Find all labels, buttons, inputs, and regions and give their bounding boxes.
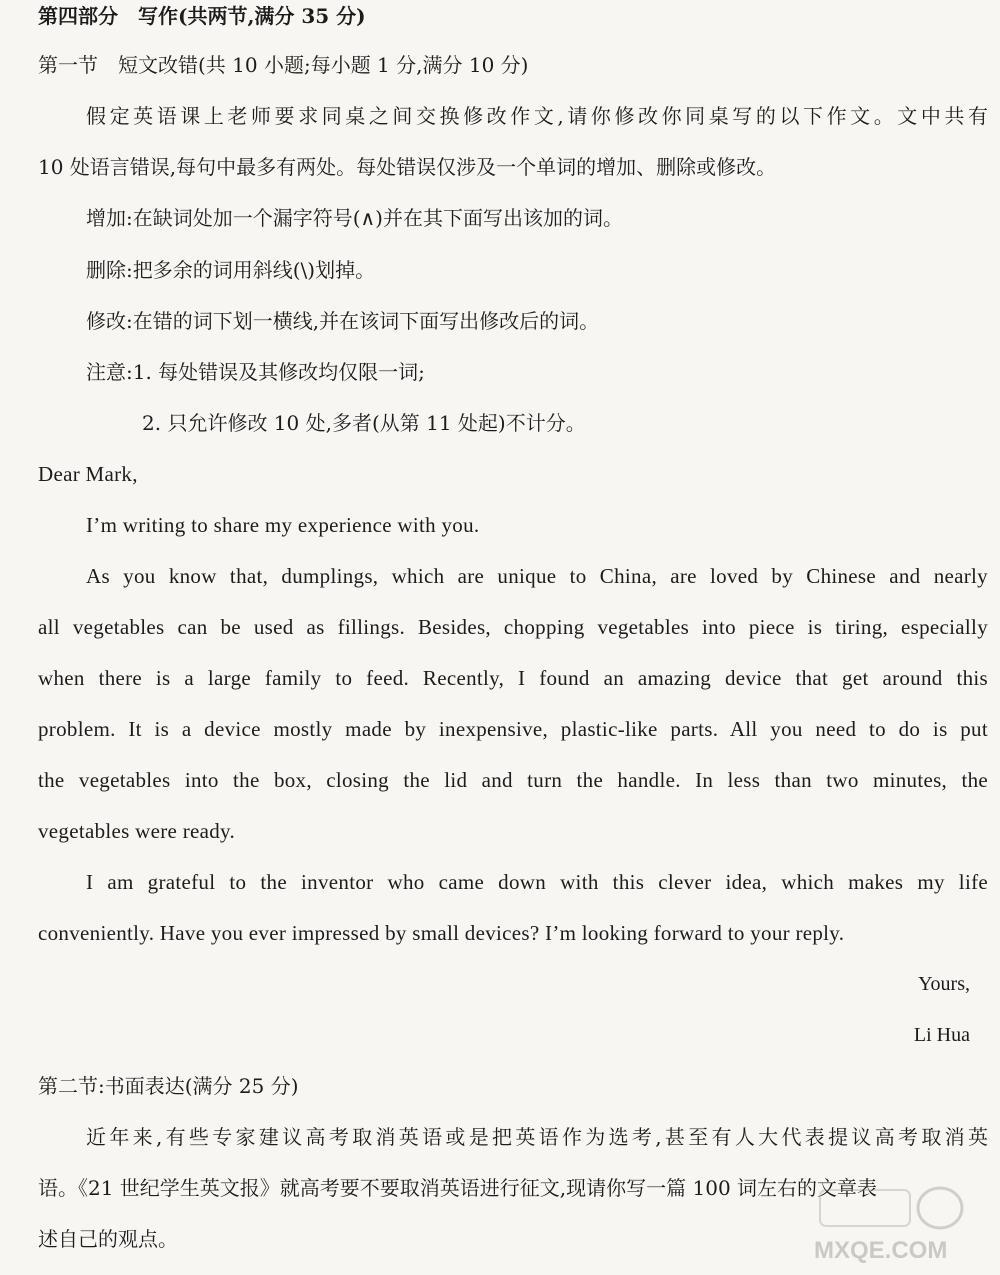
letter-signature: Li Hua [913, 1024, 970, 1046]
watermark-text: MXQE.COM [814, 1237, 948, 1264]
section1-title: 第一节 短文改错(共 10 小题;每小题 1 分,满分 10 分) [38, 53, 529, 77]
letter-closing: Yours, [918, 973, 970, 995]
letter-p2-line: problem. It is a device mostly made by inexpensive, plastic-like parts. All you need to do is put [38, 717, 988, 741]
letter-p2-line: As you know that, dumplings, which are unique to China, are loved by Chinese and nearly [86, 564, 988, 588]
letter-paragraph-1: I’m writing to share my experience with you. [86, 513, 480, 537]
letter-p3-line: conveniently. Have you ever impressed by small devices? I’m looking forward to your reply. [38, 921, 845, 945]
part4-title: 第四部分 写作(共两节,满分 35 分) [38, 4, 366, 28]
letter-p2-line: vegetables were ready. [38, 819, 236, 843]
watermark-icon [800, 1176, 970, 1266]
section2-line-2: 语。《21 世纪学生英文报》就高考要不要取消英语进行征文,现请你写一篇 100 词左右的文章表 [38, 1176, 878, 1200]
letter-p2-line: when there is a large family to feed. Recently, I found an amazing device that get around this [38, 666, 988, 690]
watermark-logo [800, 1176, 970, 1266]
rule-add: 增加:在缺词处加一个漏字符号(∧)并在其下面写出该加的词。 [86, 206, 623, 230]
instructions-line-1: 假定英语课上老师要求同桌之间交换修改作文,请你修改你同桌写的以下作文。文中共有 [86, 104, 988, 128]
note-2: 2. 只允许修改 10 处,多者(从第 11 处起)不计分。 [142, 411, 586, 435]
instructions-line-2: 10 处语言错误,每句中最多有两处。每处错误仅涉及一个单词的增加、删除或修改。 [38, 155, 777, 179]
letter-greeting: Dear Mark, [38, 462, 138, 486]
letter-p2-line: the vegetables into the box, closing the lid and turn the handle. In less than two minutes, the [38, 768, 988, 792]
section2-line-1: 近年来,有些专家建议高考取消英语或是把英语作为选考,甚至有人大代表提议高考取消英 [86, 1125, 988, 1149]
letter-p3-line: I am grateful to the inventor who came down with this clever idea, which makes my life [86, 870, 988, 894]
section2-line-3: 述自己的观点。 [38, 1227, 178, 1251]
rule-delete: 删除:把多余的词用斜线(\)划掉。 [86, 258, 376, 282]
rule-modify: 修改:在错的词下划一横线,并在该词下面写出修改后的词。 [86, 309, 600, 333]
section2-title: 第二节:书面表达(满分 25 分) [38, 1074, 299, 1098]
letter-p2-line: all vegetables can be used as fillings. Besides, chopping vegetables into piece is tiring, especially [38, 615, 988, 639]
note-1: 注意:1. 每处错误及其修改均仅限一词; [86, 360, 425, 384]
